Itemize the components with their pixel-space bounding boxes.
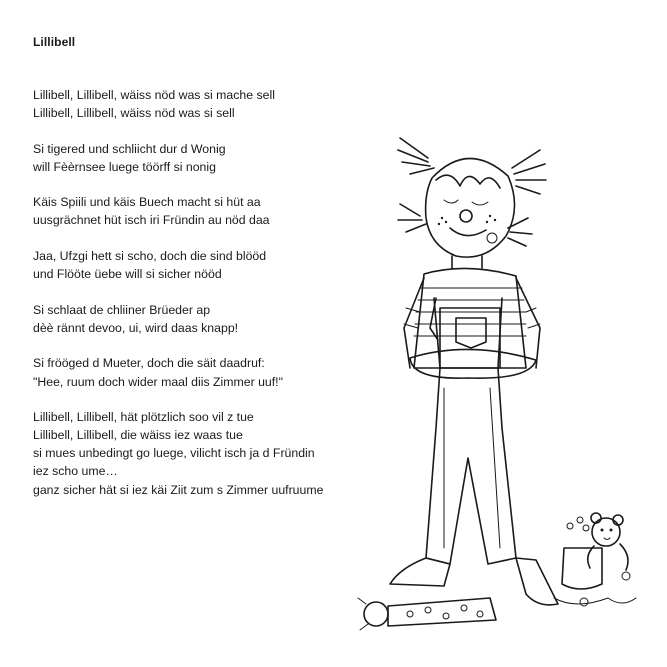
striped-shirt (404, 256, 540, 368)
overalls (410, 298, 536, 564)
stanza-3 (33, 193, 393, 229)
pigtails-icon (398, 138, 546, 246)
poem-line: und Flööte üebe will si sicher nööd (33, 267, 222, 282)
poem-line: Käis Spiili und käis Buech macht si hüt aa (33, 195, 261, 210)
poem-line: ganz sicher hät si iez käi Ziit zum s Zimmer uufruume (33, 482, 324, 497)
stanza-6 (33, 354, 393, 390)
poem-line: dèè rännt devoo, ui, wird daas knapp! (33, 320, 239, 335)
poem-line: Jaa, Ufzgi hett si scho, doch die sind blööd (33, 249, 267, 264)
poem-line: si mues unbedingt go luege, vilicht isch ja d Fründin (33, 446, 315, 461)
teddy-bear-icon (554, 513, 636, 606)
poem-line: Si tigered und schliicht dur d Wonig (33, 141, 226, 156)
poem-line: uusgrächnet hüt isch iri Fründin au nöd daa (33, 213, 270, 228)
poem-line: Si schlaat de chliiner Brüeder ap (33, 302, 211, 317)
stanza-2 (33, 140, 393, 176)
poem-line: Lillibell, Lillibell, wäiss nöd was si sell (33, 106, 235, 121)
poem-body (33, 86, 393, 516)
girl-with-teddy-bear-illustration (340, 128, 640, 648)
poem-line: Lillibell, Lillibell, die wäiss iez waas tue (33, 428, 243, 443)
girl-head (426, 158, 515, 257)
stanza-5 (33, 301, 393, 337)
stanza-4 (33, 247, 393, 283)
poem-line: Lillibell, Lillibell, hät plötzlich soo vil z tue (33, 410, 254, 425)
poem-line: iez scho ume… (33, 464, 118, 479)
poem-title: Lillibell (33, 35, 76, 49)
poem-line: will Fèèrnsee luege töörff si nonig (33, 159, 216, 174)
poem-line: "Hee, ruum doch wider maal diis Zimmer uuf!" (33, 374, 283, 389)
shoes (390, 558, 558, 605)
poem-line: Lillibell, Lillibell, wäiss nöd was si mache sell (33, 88, 275, 102)
stanza-7 (33, 408, 393, 498)
stanza-1 (33, 86, 393, 122)
poem-line: Si frööged d Mueter, doch die säit daadruf: (33, 356, 265, 371)
doll-icon (358, 598, 496, 630)
